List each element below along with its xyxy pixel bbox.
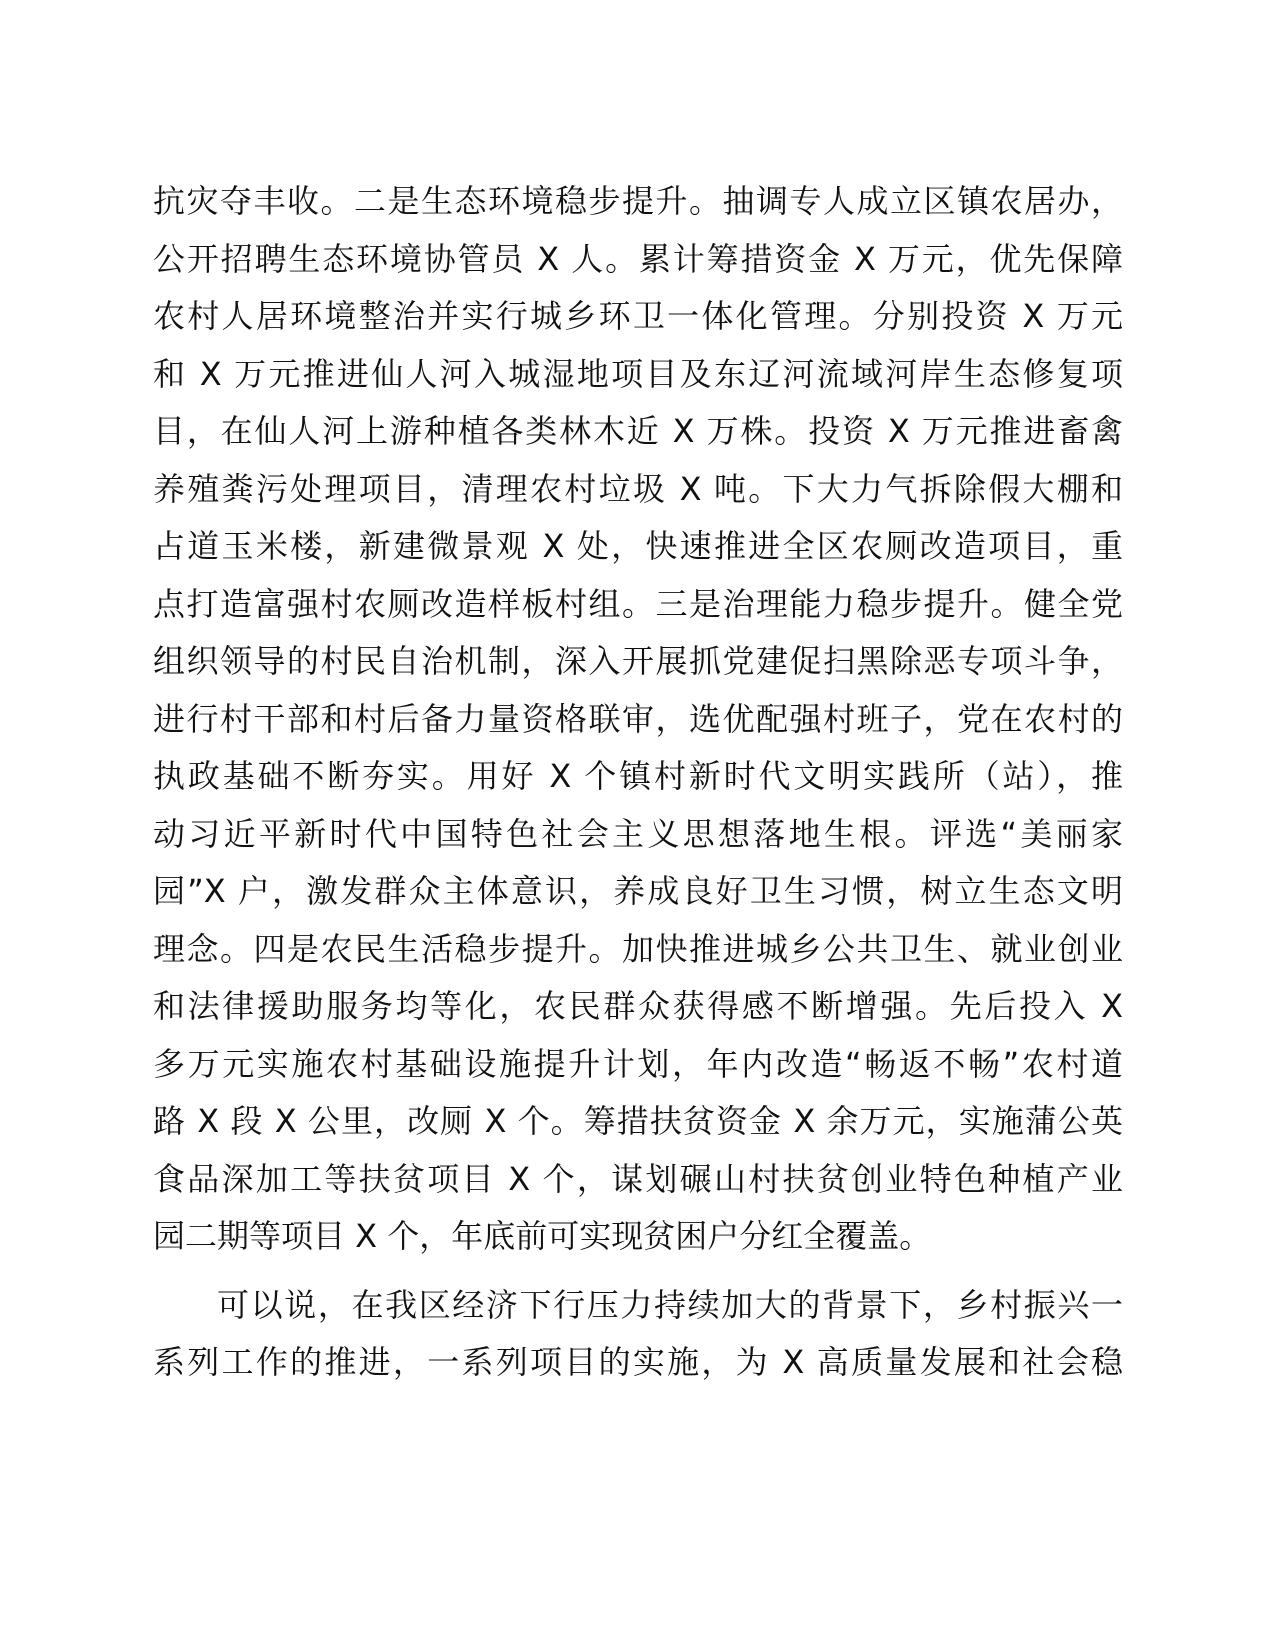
paragraph-1-line-19: 园二期等项目 X 个，年底前可实现贫困户分红全覆盖。 xyxy=(153,1217,932,1255)
paragraph-2-line-2: 系列工作的推进，一系列项目的实施，为 X 高质量发展和社会稳 xyxy=(153,1343,1123,1381)
document-body xyxy=(153,173,1123,1392)
paragraph-1-line-18: 食品深加工等扶贫项目 X 个，谋划碾山村扶贫创业特色种植产业 xyxy=(153,1159,1123,1198)
paragraph-1-line-8: 点打造富强村农厕改造样板村组。三是治理能力稳步提升。健全党 xyxy=(153,584,1123,623)
paragraph-1-line-15: 和法律援助服务均等化，农民群众获得感不断增强。先后投入 X xyxy=(153,987,1123,1025)
paragraph-1-line-9: 组织领导的村民自治机制，深入开展抓党建促扫黑除恶专项斗争， xyxy=(153,642,1123,680)
paragraph-1-line-1: 抗灾夺丰收。二是生态环境稳步提升。抽调专人成立区镇农居办， xyxy=(153,182,1123,220)
paragraph-1-line-13: 园”X 户，激发群众主体意识，养成良好卫生习惯，树立生态文明 xyxy=(153,872,1123,910)
paragraph-2 xyxy=(153,1277,1123,1392)
paragraph-1 xyxy=(153,173,1123,1266)
paragraph-1-line-3: 农村人居环境整治并实行城乡环卫一体化管理。分别投资 X 万元 xyxy=(153,297,1123,335)
paragraph-1-line-4: 和 X 万元推进仙人河入城湿地项目及东辽河流域河岸生态修复项 xyxy=(153,354,1123,393)
paragraph-1-line-5: 目，在仙人河上游种植各类林木近 X 万株。投资 X 万元推进畜禽 xyxy=(153,412,1123,450)
paragraph-1-line-17: 路 X 段 X 公里，改厕 X 个。筹措扶贫资金 X 余万元，实施蒲公英 xyxy=(153,1102,1123,1140)
paragraph-1-line-2: 公开招聘生态环境协管员 X 人。累计筹措资金 X 万元，优先保障 xyxy=(153,239,1123,278)
paragraph-1-line-14: 理念。四是农民生活稳步提升。加快推进城乡公共卫生、就业创业 xyxy=(153,929,1123,968)
paragraph-1-line-7: 占道玉米楼，新建微景观 X 处，快速推进全区农厕改造项目，重 xyxy=(153,527,1123,565)
paragraph-1-line-12: 动习近平新时代中国特色社会主义思想落地生根。评选“美丽家 xyxy=(153,814,1123,853)
paragraph-1-line-6: 养殖粪污处理项目，清理农村垃圾 X 吨。下大力气拆除假大棚和 xyxy=(153,469,1123,508)
paragraph-1-line-10: 进行村干部和村后备力量资格联审，选优配强村班子，党在农村的 xyxy=(153,699,1123,738)
paragraph-spacer xyxy=(153,1266,1123,1277)
paragraph-2-line-1: 可以说，在我区经济下行压力持续加大的背景下，乡村振兴一 xyxy=(217,1285,1123,1324)
paragraph-1-line-11: 执政基础不断夯实。用好 X 个镇村新时代文明实践所（站），推 xyxy=(153,757,1123,795)
paragraph-1-line-16: 多万元实施农村基础设施提升计划，年内改造“畅返不畅”农村道 xyxy=(153,1044,1123,1083)
